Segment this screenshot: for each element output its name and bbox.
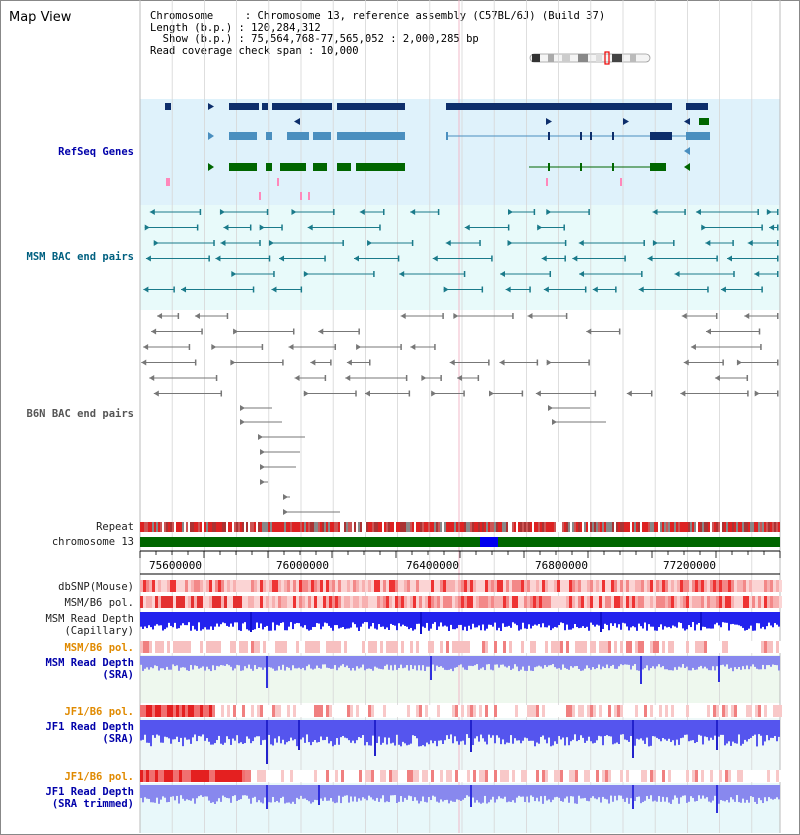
chromosome-ideogram[interactable] xyxy=(530,52,650,64)
track-label-chromosome: chromosome 13 xyxy=(51,536,134,548)
dbsnp-strip[interactable] xyxy=(140,580,782,592)
track-label-jf1-b6-pol-1: JF1/B6 pol. xyxy=(64,706,134,718)
track-label-jf1-b6-pol-2: JF1/B6 pol. xyxy=(64,771,134,783)
page-title: Map View xyxy=(9,10,72,25)
msm-depth-sra-line2: (SRA) xyxy=(102,669,134,681)
msm-b6-pol-strip-1[interactable] xyxy=(140,596,782,608)
length-line: Length (b.p.) : 120,284,312 xyxy=(150,21,321,34)
track-label-msm-b6-pol-1: MSM/B6 pol. xyxy=(64,597,134,609)
coverage-span-line: Read coverage check span : 10,000 xyxy=(150,44,359,57)
msm-b6-pol-strip-2[interactable] xyxy=(140,641,782,653)
jf1-b6-pol-strip-2[interactable] xyxy=(140,770,782,782)
tick-label: 75600000 xyxy=(149,559,202,572)
refseq-track-bg xyxy=(140,99,780,205)
track-label-msm-bac: MSM BAC end pairs xyxy=(26,251,134,263)
jf1-depth-sra-line1: JF1 Read Depth xyxy=(45,721,134,733)
tick-label: 76800000 xyxy=(535,559,588,572)
msm-depth-capillary-track[interactable] xyxy=(140,612,780,634)
msm-depth-sra-line1: MSM Read Depth xyxy=(45,657,134,669)
jf1-depth-trim-line2: (SRA trimmed) xyxy=(51,798,134,810)
tick-label: 76400000 xyxy=(406,559,459,572)
chromosome-line: Chromosome : Chromosome 13, reference assembly (C57BL/6J) (Build 37) xyxy=(150,10,606,22)
position-axis xyxy=(140,551,780,574)
msm-depth-cap-line1: MSM Read Depth xyxy=(45,613,134,625)
jf1-depth-sra-line2: (SRA) xyxy=(102,733,134,745)
jf1-depth-trim-line1: JF1 Read Depth xyxy=(45,786,134,798)
track-label-b6n-bac: B6N BAC end pairs xyxy=(26,408,134,420)
track-label-dbsnp: dbSNP(Mouse) xyxy=(58,581,134,593)
msm-bac-track-bg xyxy=(140,205,780,310)
show-range-line: Show (b.p.) : 75,564,768-77,565,052 : 2,000,285 bp xyxy=(150,33,479,45)
tick-label: 76000000 xyxy=(276,559,329,572)
chromosome-bar[interactable] xyxy=(140,537,780,547)
jf1-b6-pol-strip-1[interactable] xyxy=(140,705,782,717)
repeat-track[interactable] xyxy=(140,522,780,532)
msm-depth-cap-line2: (Capillary) xyxy=(64,625,134,637)
track-label-msm-b6-pol-2: MSM/B6 pol. xyxy=(64,642,134,654)
chromosome-highlight xyxy=(480,537,498,547)
track-label-repeat: Repeat xyxy=(96,521,134,533)
track-label-refseq: RefSeq Genes xyxy=(58,146,134,158)
tick-label: 77200000 xyxy=(663,559,716,572)
